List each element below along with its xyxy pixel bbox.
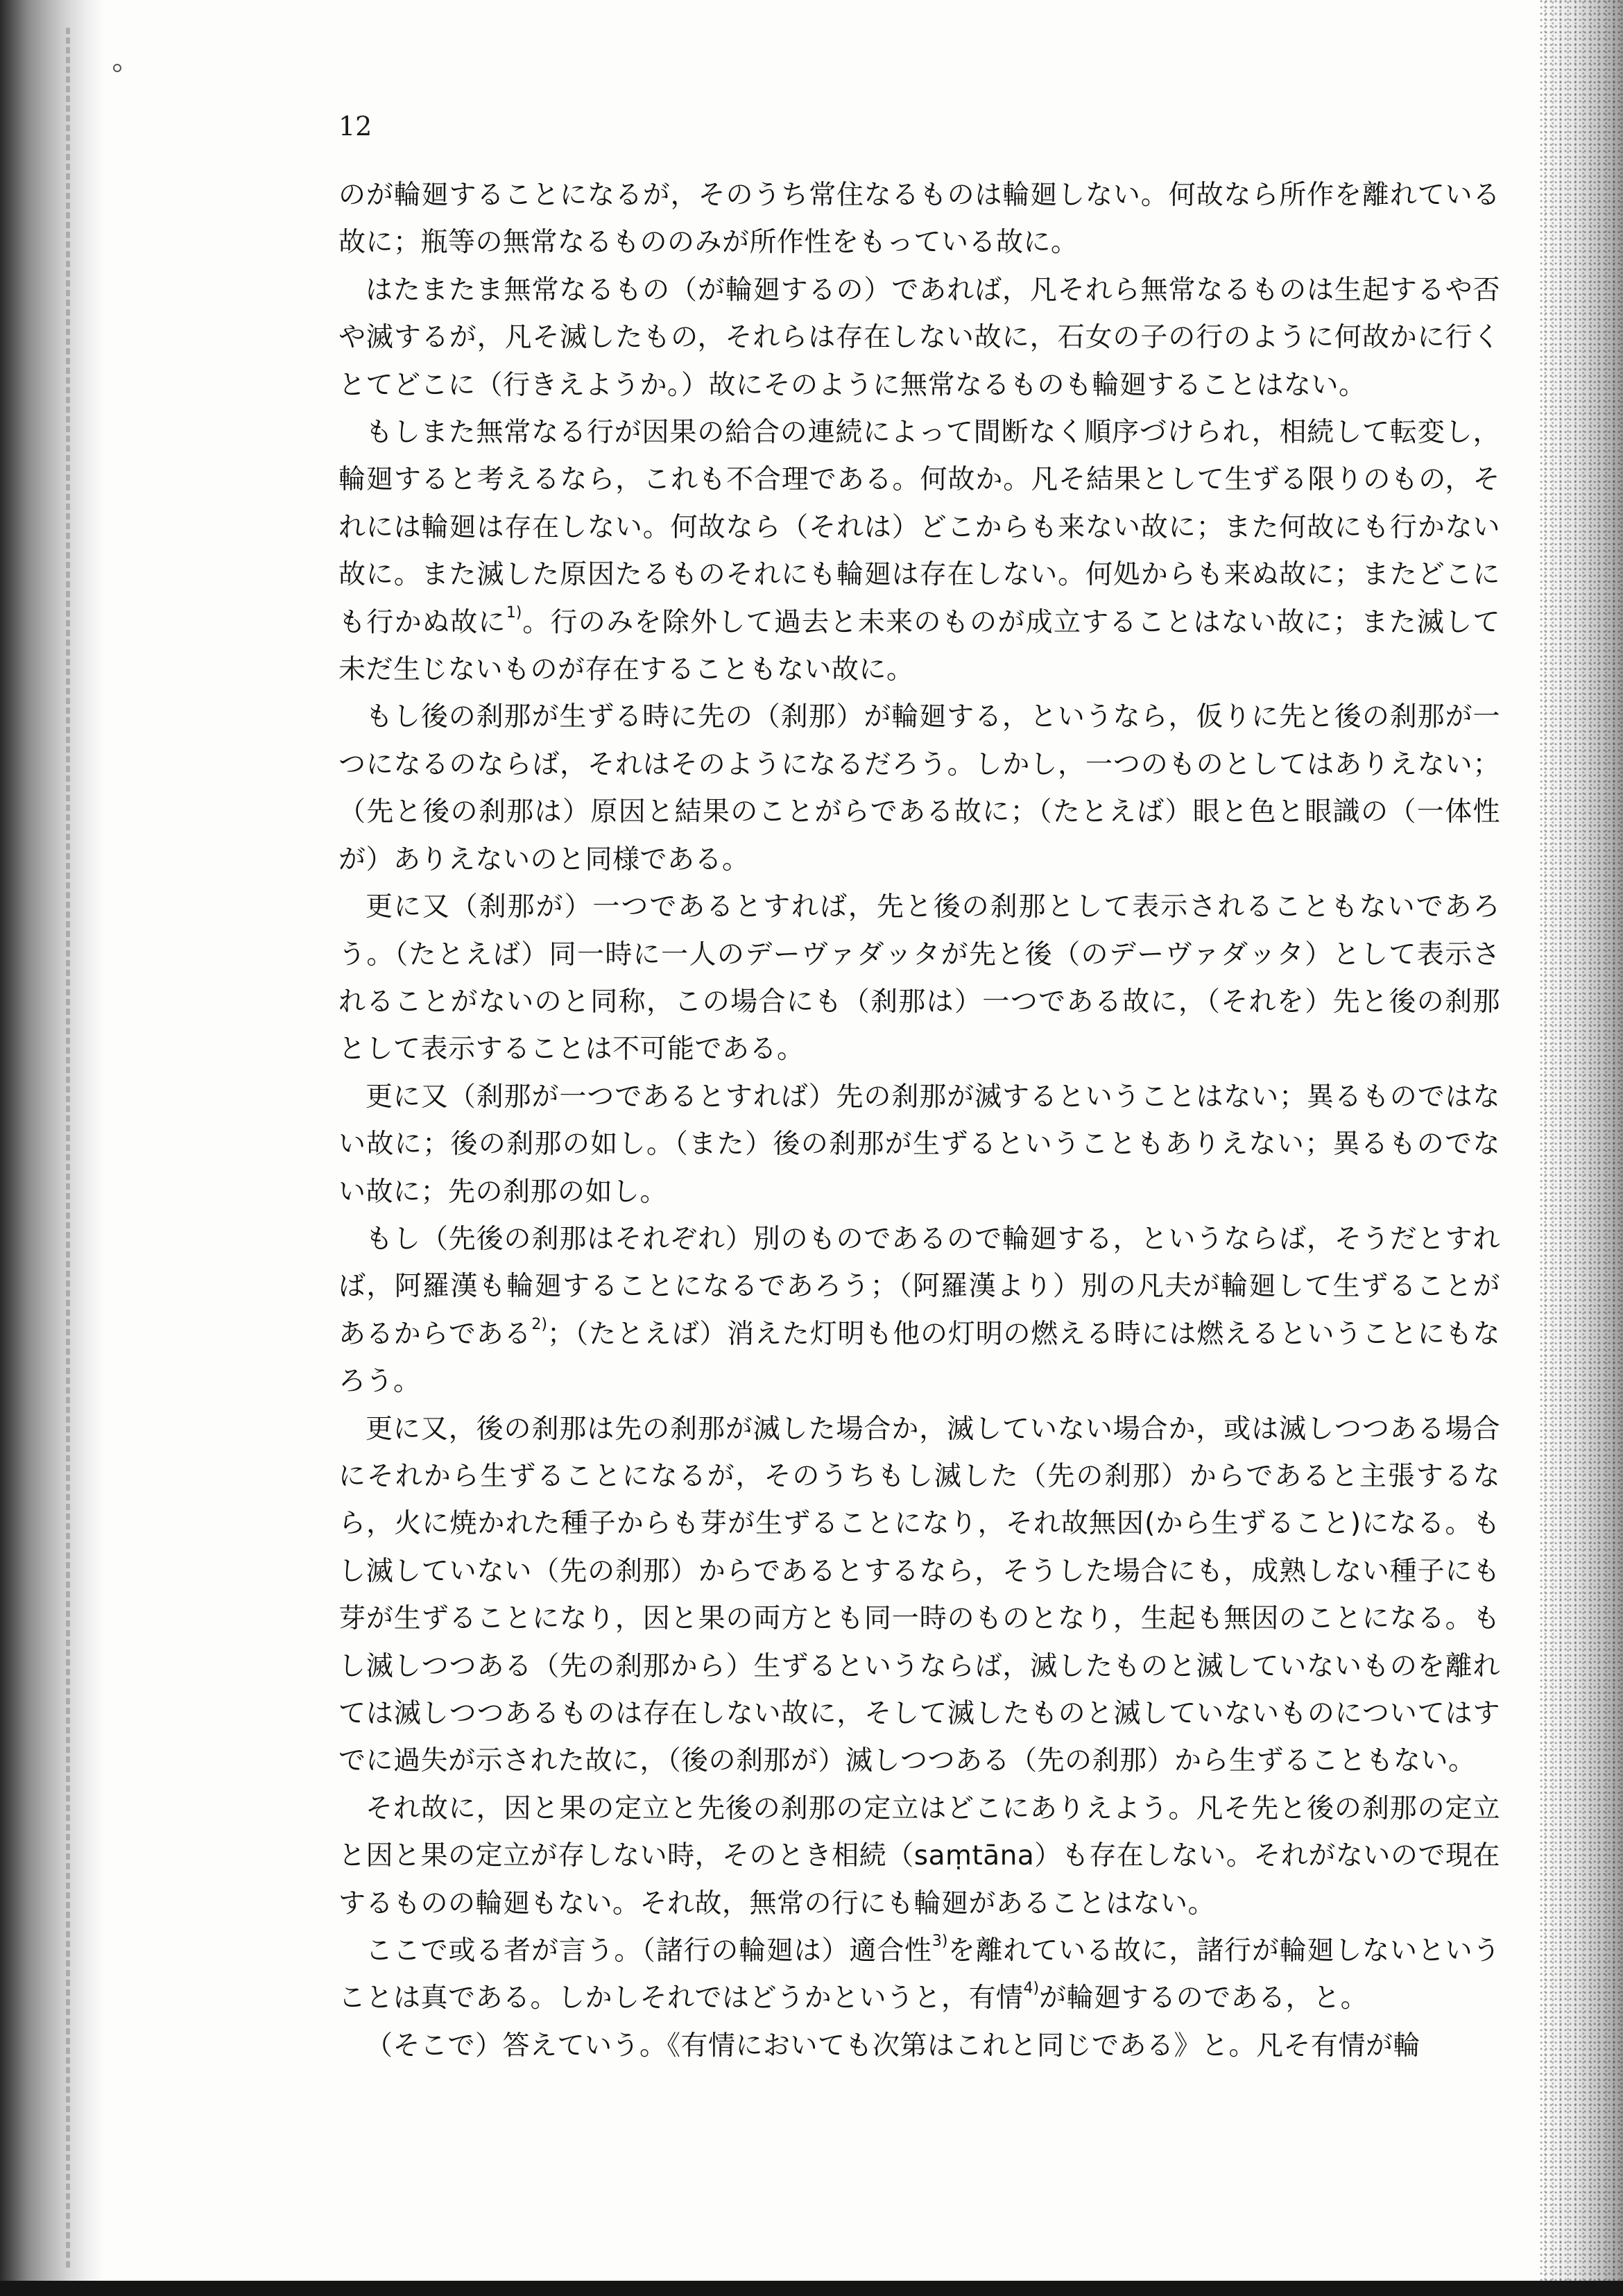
text-run: のが輪廻することになるが，そのうち常住なるものは輪廻しない。何故なら所作を離れている故に；瓶等の無常なるもののみが所作性をもっている故に。	[338, 180, 1500, 259]
bottom-edge-bar	[0, 2281, 1623, 2296]
paragraph	[338, 1074, 1500, 1216]
text-run: が輪廻するのである，と。	[1039, 1982, 1368, 2014]
text-run: それ故に，因と果の定立と先後の刹那の定立はどこにありえよう。凡そ先と後の刹那の定立と因と果の定立が存しない時，そのとき相続（saṃtāna）も存在しない。それがないので現在するものの輪廻もない。それ故，無常の行にも輪廻があることはない。	[338, 1792, 1500, 1919]
text-run: 更に又（刹那が）一つであるとすれば，先と後の刹那として表示されることもないであろう。（たとえば）同一時に一人のデーヴァダッタが先と後（のデーヴァダッタ）として表示されることがないのと同称，この場合にも（刹那は）一つである故に，（それを）先と後の刹那として表示することは不可能である。	[338, 891, 1500, 1065]
text-run: 更に又，後の刹那は先の刹那が滅した場合か，滅していない場合か，或は滅しつつある場合にそれから生ずることになるが，そのうちもし滅した（先の刹那）からであると主張するなら，火に焼かれた種子からも芽が生ずることになり，それ故無因(から生ずること)になる。もし滅していない（先の刹那）からであるとするなら，そうした場合にも，成熟しない種子にも芽が生ずることになり，因と果の両方とも同一時のものとなり，生起も無因のことになる。もし滅しつつある（先の刹那から）生ずるというならば，滅したものと滅していないものを離れては滅しつつあるものは存在しない故に，そして滅したものと滅していないものについてはすでに過失が示された故に，（後の刹那が）滅しつつある（先の刹那）から生ずることもない。	[338, 1413, 1500, 1777]
paragraph	[338, 694, 1500, 884]
footnote-ref: 2)	[531, 1315, 547, 1333]
page-edge-shadow	[1540, 0, 1623, 2296]
text-run: （そこで）答えていう。《有情においても次第はこれと同じである》と。凡そ有情が輪	[366, 2030, 1421, 2062]
paragraph	[338, 2023, 1500, 2070]
paragraph	[338, 1928, 1500, 2023]
text-run: を離れている故に，諸行が輪廻しないということは真である。しかしそれではどうかというと，有情	[338, 1935, 1500, 2014]
text-run: もし後の刹那が生ずる時に先の（刹那）が輪廻する，というなら，仮りに先と後の刹那が一つになるのならば，それはそのようになるだろう。しかし，一つのものとしてはありえない；（先と後の刹那は）原因と結果のことがらである故に；（たとえば）眼と色と眼識の（一体性が）ありえないのと同様である。	[338, 701, 1500, 875]
paragraph	[338, 267, 1500, 409]
text-run: もし（先後の刹那はそれぞれ）別のものであるので輪廻する，というならば，そうだとすれば，阿羅漢も輪廻することになるであろう；（阿羅漢より）別の凡夫が輪廻して生ずることがあるからである	[338, 1223, 1500, 1350]
text-run: ここで或る者が言う。（諸行の輪廻は）適合性	[366, 1935, 932, 1967]
text-run: 更に又（刹那が一つであるとすれば）先の刹那が滅するということはない；異るものではない故に；後の刹那の如し。（また）後の刹那が生ずるということもありえない；異るものでない故に；先の刹那の如し。	[338, 1081, 1500, 1208]
paragraph	[338, 884, 1500, 1074]
footnote-ref: 3)	[931, 1933, 948, 1951]
paragraph	[338, 1216, 1500, 1406]
text-run: ；（たとえば）消えた灯明も他の灯明の燃える時には燃えるということにもなろう。	[338, 1318, 1500, 1398]
binding-shadow	[0, 0, 104, 2296]
page-number: 12	[338, 111, 372, 142]
binding-hole	[113, 64, 121, 72]
footnote-ref: 1)	[506, 603, 522, 622]
footnote-ref: 4)	[1023, 1980, 1040, 1998]
paragraph	[338, 1785, 1500, 1928]
text-run: もしまた無常なる行が因果の給合の連続によって間断なく順序づけられ，相続して転変し，輪廻すると考えるなら，これも不合理である。何故か。凡そ結果として生ずる限りのもの，それには輪廻は存在しない。何故なら（それは）どこからも来ない故に；また何故にも行かない故に。また滅した原因たるものそれにも輪廻は存在しない。何処からも来ぬ故に；またどこにも行かぬ故に	[338, 417, 1500, 638]
text-run: はたまたま無常なるもの（が輪廻するの）であれば，凡それら無常なるものは生起するや否や滅するが，凡そ滅したもの，それらは存在しない故に，石女の子の行のように何故かに行くとてどこに（行きえようか。）故にそのように無常なるものも輪廻することはない。	[338, 274, 1500, 401]
paragraph	[338, 172, 1500, 267]
paragraph	[338, 409, 1500, 694]
text-run: 。行のみを除外して過去と未来のものが成立することはない故に；また滅して未だ生じないものが存在することもない故に。	[338, 606, 1500, 686]
paragraph	[338, 1406, 1500, 1785]
body-text	[338, 172, 1500, 2070]
